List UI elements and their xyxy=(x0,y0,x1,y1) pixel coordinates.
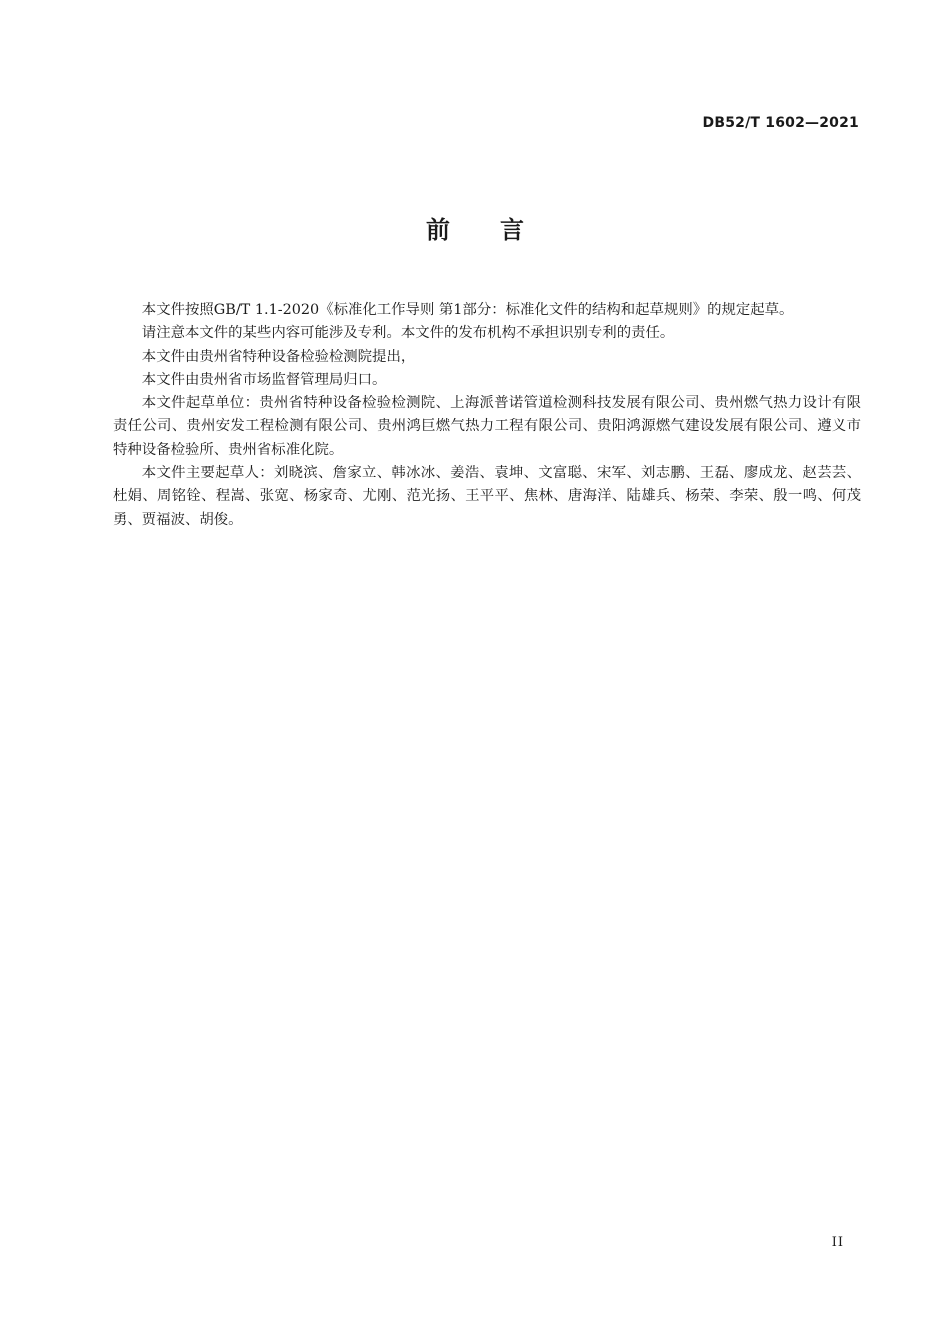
paragraph-drafting-units: 本文件起草单位：贵州省特种设备检验检测院、上海派普诺管道检测科技发展有限公司、贵州燃气热力设计有限责任公司、贵州安发工程检测有限公司、贵州鸿巨燃气热力工程有限公司、贵阳鸿源燃气建设发展有限公司、遵义市特种设备检验所、贵州省标准化院。 xyxy=(113,395,861,458)
page-number: II xyxy=(831,1235,844,1250)
paragraph-proposer: 本文件由贵州省特种设备检验检测院提出， xyxy=(141,348,416,365)
page-title-char-1: 前 xyxy=(426,216,450,244)
paragraph-administrator: 本文件由贵州省市场监督管理局归口。 xyxy=(141,371,387,388)
page-title-char-2: 言 xyxy=(500,216,524,244)
page-title xyxy=(0,210,950,245)
paragraph-drafters: 本文件主要起草人：刘晓滨、詹家立、韩冰冰、姜浩、袁坤、文富聪、宋军、刘志鹏、王磊、廖成龙、赵芸芸、杜娟、周铭铨、程嵩、张宽、杨家奇、尤刚、范光扬、王平平、焦林、唐海洋、陆雄兵、杨荣、李荣、殷一鸣、何茂勇、贾福波、胡俊。 xyxy=(113,465,861,528)
paragraph-patent-notice: 请注意本文件的某些内容可能涉及专利。本文件的发布机构不承担识别专利的责任。 xyxy=(141,325,675,342)
paragraph-drafting-rules: 本文件按照GB/T 1.1-2020《标准化工作导则 第1部分：标准化文件的结构和起草规则》的规定起草。 xyxy=(141,302,794,318)
foreword-body xyxy=(113,299,861,532)
standard-code: DB52/T 1602—2021 xyxy=(702,115,859,131)
